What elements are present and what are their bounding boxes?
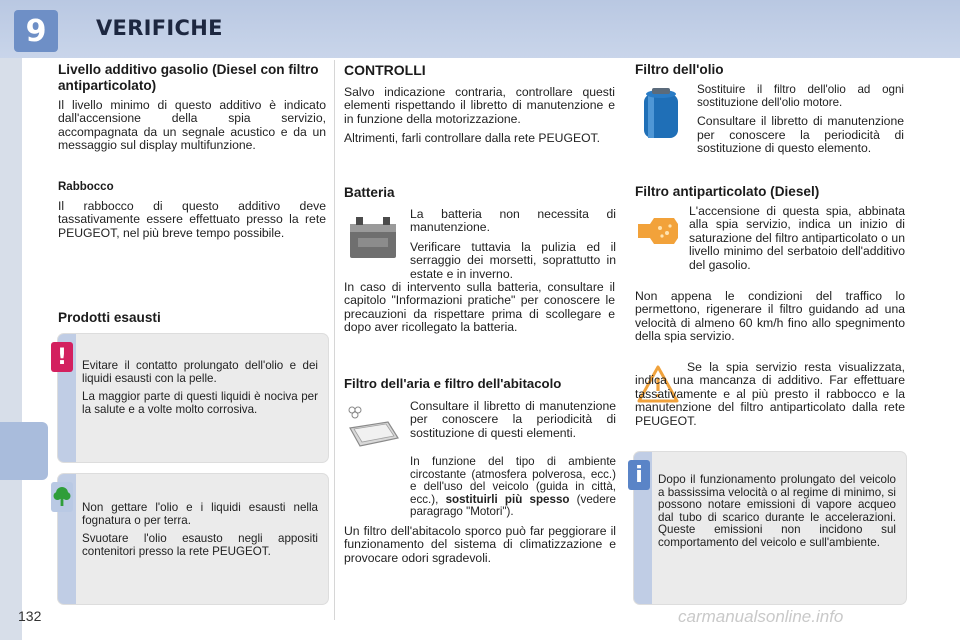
environment-note-text-2: Svuotare l'olio esausto negli appositi contenitori presso la rete PEUGEOT. (82, 532, 318, 558)
environment-note-text-1: Non gettare l'olio e i liquidi esausti nella fognatura o per terra. (82, 501, 318, 527)
environment-note (58, 474, 328, 604)
additive-level-heading: Livello additivo gasolio (Diesel con filtro antiparticolato) (58, 62, 319, 93)
air-filter-text-1: Consultare il libretto di manutenzione per conoscere la periodicità di sostituzione di questi elementi. (410, 399, 616, 440)
refill-section (58, 200, 326, 240)
chapter-tab[interactable] (0, 422, 48, 480)
controls-text-1: Salvo indicazione contraria, controllare questi elementi rispettando il libretto di manutenzione e in funzione della motorizzazione. (344, 85, 615, 126)
particle-filter-additive-section (635, 361, 905, 428)
air-filter-side-text (410, 400, 616, 440)
particle-filter-details (635, 290, 905, 344)
particle-filter-text-3: Se la spia servizio resta visualizzata, indica una mancanza di additivo. Far effettuare tassativamente e al più presto il rabbocco e la manutenzione del filtro antiparticolato dalla rete PEUGEOT. (635, 360, 905, 428)
air-filter-heading: Filtro dell'aria e filtro dell'abitacolo (344, 376, 562, 391)
oil-filter-text-1: Sostituire il filtro dell'olio ad ogni sostituzione dell'olio motore. (697, 83, 904, 109)
warning-note-text-1: Evitare il contatto prolungato dell'olio e dei liquidi esausti con la pelle. (82, 359, 318, 385)
left-rail (0, 58, 22, 640)
refill-heading: Rabbocco (58, 181, 114, 193)
air-filter-icon (344, 404, 404, 454)
battery-text-1: La batteria non necessita di manutenzione. (410, 207, 616, 235)
air-filter-text-3: Un filtro dell'abitacolo sporco può far peggiorare il funzionamento del sistema di climatizzazione e provocare odori sgradevoli. (344, 523, 616, 565)
particle-filter-text-1: L'accensione di questa spia, abbinata alla spia servizio, indica un inizio di saturazione del filtro antiparticolato o un livello minimo del serbatoio dell'additivo del gasolio. (689, 204, 905, 272)
page-title: VERIFICHE (96, 16, 223, 40)
controls-heading: CONTROLLI (344, 62, 426, 78)
info-note (634, 452, 906, 604)
battery-details (344, 281, 615, 335)
warning-icon: ! (51, 342, 73, 372)
particle-filter-text-2: Non appena le condizioni del traffico lo permettono, rigenerare il filtro guidando ad una velocità di almeno 60 km/h fino allo spegnimento della spia servizio. (635, 289, 905, 344)
refill-text: Il rabbocco di questo additivo deve tassativamente essere effettuato presso la rete PEUGEOT, nel più breve tempo possibile. (58, 199, 326, 240)
info-icon: i (628, 460, 650, 490)
chapter-number-badge: 9 (14, 10, 58, 52)
oil-filter-icon (638, 86, 686, 142)
air-filter-text-2c: (vedere paragrago "Motori"). (410, 492, 616, 519)
battery-text-2: Verificare tuttavia la pulizia ed il serraggio dei morsetti, soprattutto in estate e in inverno. (410, 239, 616, 281)
battery-icon (344, 212, 404, 264)
particle-filter-heading: Filtro antiparticolato (Diesel) (635, 184, 820, 199)
battery-side-text (410, 208, 616, 281)
oil-filter-heading: Filtro dell'olio (635, 62, 724, 77)
battery-text-3: In caso di intervento sulla batteria, consultare il capitolo "Informazioni pratiche" per conoscere le precauzioni da rispettare prima di scollegare e dopo aver ricollegato la batteria. (344, 280, 615, 335)
particle-filter-side-text (689, 205, 905, 272)
warning-note (58, 334, 328, 462)
air-filter-details (344, 456, 616, 565)
controls-text-2: Altrimenti, farli controllare dalla rete PEUGEOT. (344, 131, 601, 146)
oil-filter-section (697, 84, 904, 155)
additive-level-text: Il livello minimo di questo additivo è indicato dall'accensione della spia servizio, accompagnata da un segnale acustico e da un messaggio sul display multifunzione. (58, 98, 326, 153)
info-note-text: Dopo il funzionamento prolungato del veicolo a bassissima velocità o al regime di minimo, si possono notare emissioni di vapore acqueo dal tubo di scarico durante le accelerazioni. Queste emissioni non incidono sul comportamento del veicolo e sull'ambiente. (658, 473, 896, 549)
oil-filter-text-2: Consultare il libretto di manutenzione per conoscere la periodicità di sostituzione di questo elemento. (697, 114, 904, 155)
particle-filter-warning-light-icon (636, 214, 684, 250)
air-filter-text-2a: In funzione del tipo di ambiente circostante (atmosfera polverosa, ecc.) e dell'uso del veicolo (guida in città, ecc.), (410, 455, 616, 506)
additive-level-section (58, 99, 326, 153)
battery-heading: Batteria (344, 185, 395, 200)
environment-tree-icon (51, 482, 73, 512)
waste-products-heading: Prodotti esausti (58, 310, 161, 325)
controls-section (344, 86, 615, 146)
warning-note-text-2: La maggior parte di questi liquidi è nociva per la salute e a volte molto corrosiva. (82, 390, 318, 416)
watermark: carmanualsonline.info (678, 607, 844, 626)
air-filter-text-2b: sostituirli più spesso (445, 492, 570, 506)
page-number: 132 (18, 608, 42, 624)
column-divider (334, 60, 335, 620)
